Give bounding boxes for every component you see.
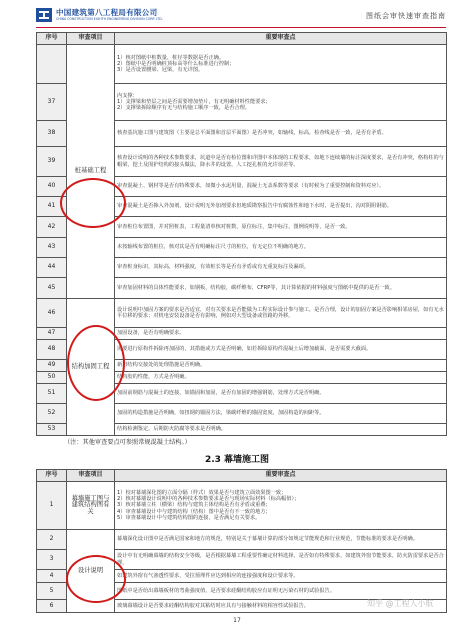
- row-number: 40: [37, 177, 67, 197]
- row-number: 44: [37, 258, 67, 278]
- review-point: 图纸中是否给出幕墙板材的弯曲强度值，是否要求硅酮结构胶应有证明无污染石材的试验报告。: [115, 583, 447, 600]
- review-point: 核查基坑施工图与建筑图（主要是总平面图和首层平面图）是否冲突，如轴线，标高，检查线是否一致，是否有矛盾。: [115, 121, 447, 147]
- review-point: 未按轴线布置的桩位，核对其是否有明确标注尺寸的桩位，有无定位不明确的地方。: [115, 238, 447, 258]
- column-header-number: 序号: [37, 470, 67, 482]
- table-row: [37, 299, 447, 328]
- company-logo-icon: [36, 8, 52, 22]
- row-number: 51: [37, 384, 67, 404]
- review-point: 审查混凝土、钢材等是否有特殊要求，如微小水泥用量，混凝土无盖系数等要求（有时候为了重要控制和资料对应）。: [115, 177, 447, 197]
- row-number: 37: [37, 84, 67, 121]
- row-number: 48: [37, 340, 67, 360]
- row-number: 38: [37, 121, 67, 147]
- page-header: [36, 6, 446, 28]
- review-point: 需要进行原构件拆除再加固的，其措施或方式是否明确，如若拆除原构件混凝土后增加截面，是否需要大截面。: [115, 340, 447, 360]
- project-cell-design-description: 设计说明: [67, 530, 115, 613]
- annotation-circle-design-description: [66, 555, 126, 603]
- row-number: [37, 45, 67, 84]
- review-point: 审查桩位布置图，并对照桩表，工程量清单核对桩数，原位标注，集中标注，图例说明等，是否一致。: [115, 217, 447, 238]
- header-divider: [36, 27, 446, 28]
- review-point: 设计说明中加固方案的要求是否适宜，对有关要求是否能做为工程实际设计参与施工，是否合理，设计的加固方案是否影响相邻房屋，如有无水平位移的要求；对机电安装设备是否有影响，例如对大型设备或管路的外移。: [115, 299, 447, 328]
- row-number: 49: [37, 360, 67, 372]
- review-point: 加固的构造措施是否明确，如扭钢的锚固方法，梁碳纤维的锚固宽度，加固构造的间距等。: [115, 404, 447, 424]
- review-point: 审查混凝土是否掺入外加剂，设计说明无外加剂要求但地质勘察报告中有腐蚀性和地下水时，是否提出，沟对阴阻钢筋。: [115, 197, 447, 217]
- row-number: 42: [37, 217, 67, 238]
- table-row: [37, 530, 447, 550]
- row-number: 5: [37, 583, 67, 600]
- review-point: 审查加固材料的具体性能要求，如钢板，结构胶，碳纤维布，CFRP等，其计算依据的材料强度与图纸中提供的是否一致。: [115, 278, 447, 299]
- review-point: 加固设备，是否有明确要求。: [115, 328, 447, 340]
- table-row: [37, 482, 447, 530]
- review-point: 1）校对幕墙深化图的立面分隔（样式）效果是否与建筑立面效果图一致； 2）核对幕墙设计说明中的各种技术参数要求是否与现场实际材料（标高幅值）； 3）核对幕墙立柱（横梁）结构与建筑主体结构是否有矛盾或重叠； 4）审查幕墙设计中与建筑结构（结构）图中是否有不一致的地方； 5）审查幕墙设计中与建筑结构图的连接，是否满足有关要求。: [115, 482, 447, 530]
- row-number: 43: [37, 238, 67, 258]
- review-point: 幕墙深化设计图中是否满足国家和地方的规范，特别是关于幕墙计算的部分如规定节能规范和行业规范，节能标准的要求是否明确。: [115, 530, 447, 550]
- column-header-key-points: 重要审查点: [115, 33, 447, 45]
- review-point: 加固前钢筋与混凝土的连接，如锚固和加固，是否有加固的增强钢筋，处理方式是否明确。: [115, 384, 447, 404]
- company-name: 中国建筑第八工程局有限公司: [56, 8, 158, 17]
- review-point: 1）核对图纸中桩数量，桩径等数据是否正确。 2）图纸中是否明确桩顶标高等什么标准进行控制； 3）是否设置腰梁、冠梁，有无详图。: [115, 45, 447, 84]
- table-row: [37, 45, 447, 84]
- table-header-row: [37, 470, 447, 482]
- section-title: 2.3 幕墙施工图: [204, 455, 270, 465]
- project-cell-pile-foundation: 桩基础工程: [67, 45, 115, 299]
- review-point: 新旧结构交接处的处理措施是否明确。: [115, 360, 447, 372]
- review-point: 设计中有无明确幕墙的结构安全等级，是否根据幕墙工程重要性确定材料选择，是否如有特殊要求，如建筑外窗节能要求，防火防雷要求是否合理。: [115, 550, 447, 570]
- review-point: 如建筑外窗有气渗透性要求，受拉预埋件应达到相应的连接强度和设计要求等。: [115, 570, 447, 583]
- row-number: 52: [37, 404, 67, 424]
- table-header-row: [37, 33, 447, 45]
- document-title: 图纸会审快速审查指南: [366, 12, 446, 20]
- page-number: 17: [233, 617, 241, 624]
- column-header-project: 审查项目: [67, 33, 115, 45]
- watermark: 知乎 @工程人小航: [367, 599, 434, 608]
- annotation-circle-pile-foundation: [60, 178, 126, 228]
- table-note: （注：其他审查要点可参照常规混凝土结构。）: [64, 439, 191, 446]
- project-cell-structural-reinforcement: 结构加固工程: [67, 299, 115, 436]
- row-number: 50: [37, 372, 67, 384]
- column-header-key-points: 重要审查点: [115, 470, 447, 482]
- row-number: 39: [37, 147, 67, 177]
- row-number: 41: [37, 197, 67, 217]
- row-number: 3: [37, 550, 67, 570]
- review-point: 审查桩身标识，其标高，材料强度，有效桩长等是否有矛盾或有无重复标注及漏项。: [115, 258, 447, 278]
- row-number: 6: [37, 600, 67, 613]
- row-number: 46: [37, 299, 67, 328]
- column-header-project: 审查项目: [67, 470, 115, 482]
- review-point: 内支撑： 1）支撑梁和垫层之间是否需要增加垫片，有无明确材料性能要求； 2）支撑梁拆除顺序有无与结构施工顺序一致，是否合理。: [115, 84, 447, 121]
- row-number: 53: [37, 424, 67, 436]
- company-name-en: CHINA CONSTRUCTION EIGHTH ENGINEERING DIVISION CORP. LTD.: [56, 17, 163, 21]
- row-number: 45: [37, 278, 67, 299]
- row-number: 2: [37, 530, 67, 550]
- review-point: 玻璃幕墙设计是否要求硅酮结构胶对其粘结时应具有与接触材料的相容性试验报告。: [115, 600, 447, 613]
- row-number: 47: [37, 328, 67, 340]
- annotation-circle-structural-reinforcement: [67, 325, 125, 401]
- column-header-number: 序号: [37, 33, 67, 45]
- row-number: 1: [37, 482, 67, 530]
- project-cell-curtain-wall-drawings: 幕墙施工图与建筑结构图有关: [67, 482, 115, 530]
- row-number: 4: [37, 570, 67, 583]
- review-point: 结构胶的性能，方式是否明确。: [115, 372, 447, 384]
- review-point: 结构检测鉴定，后期防火防腐等要求是否明确。: [115, 424, 447, 436]
- review-point: 核查设计说明的各种技术参数要求，坑道中是否有检位图和详图中本体现的工程要求，如地下连续墙的标注深度要求，是否有冲突，格构柱的与帽梁，挖土及围护结构的接头做法，降水井的设置，人工挖孔桩的允许误差等。: [115, 147, 447, 177]
